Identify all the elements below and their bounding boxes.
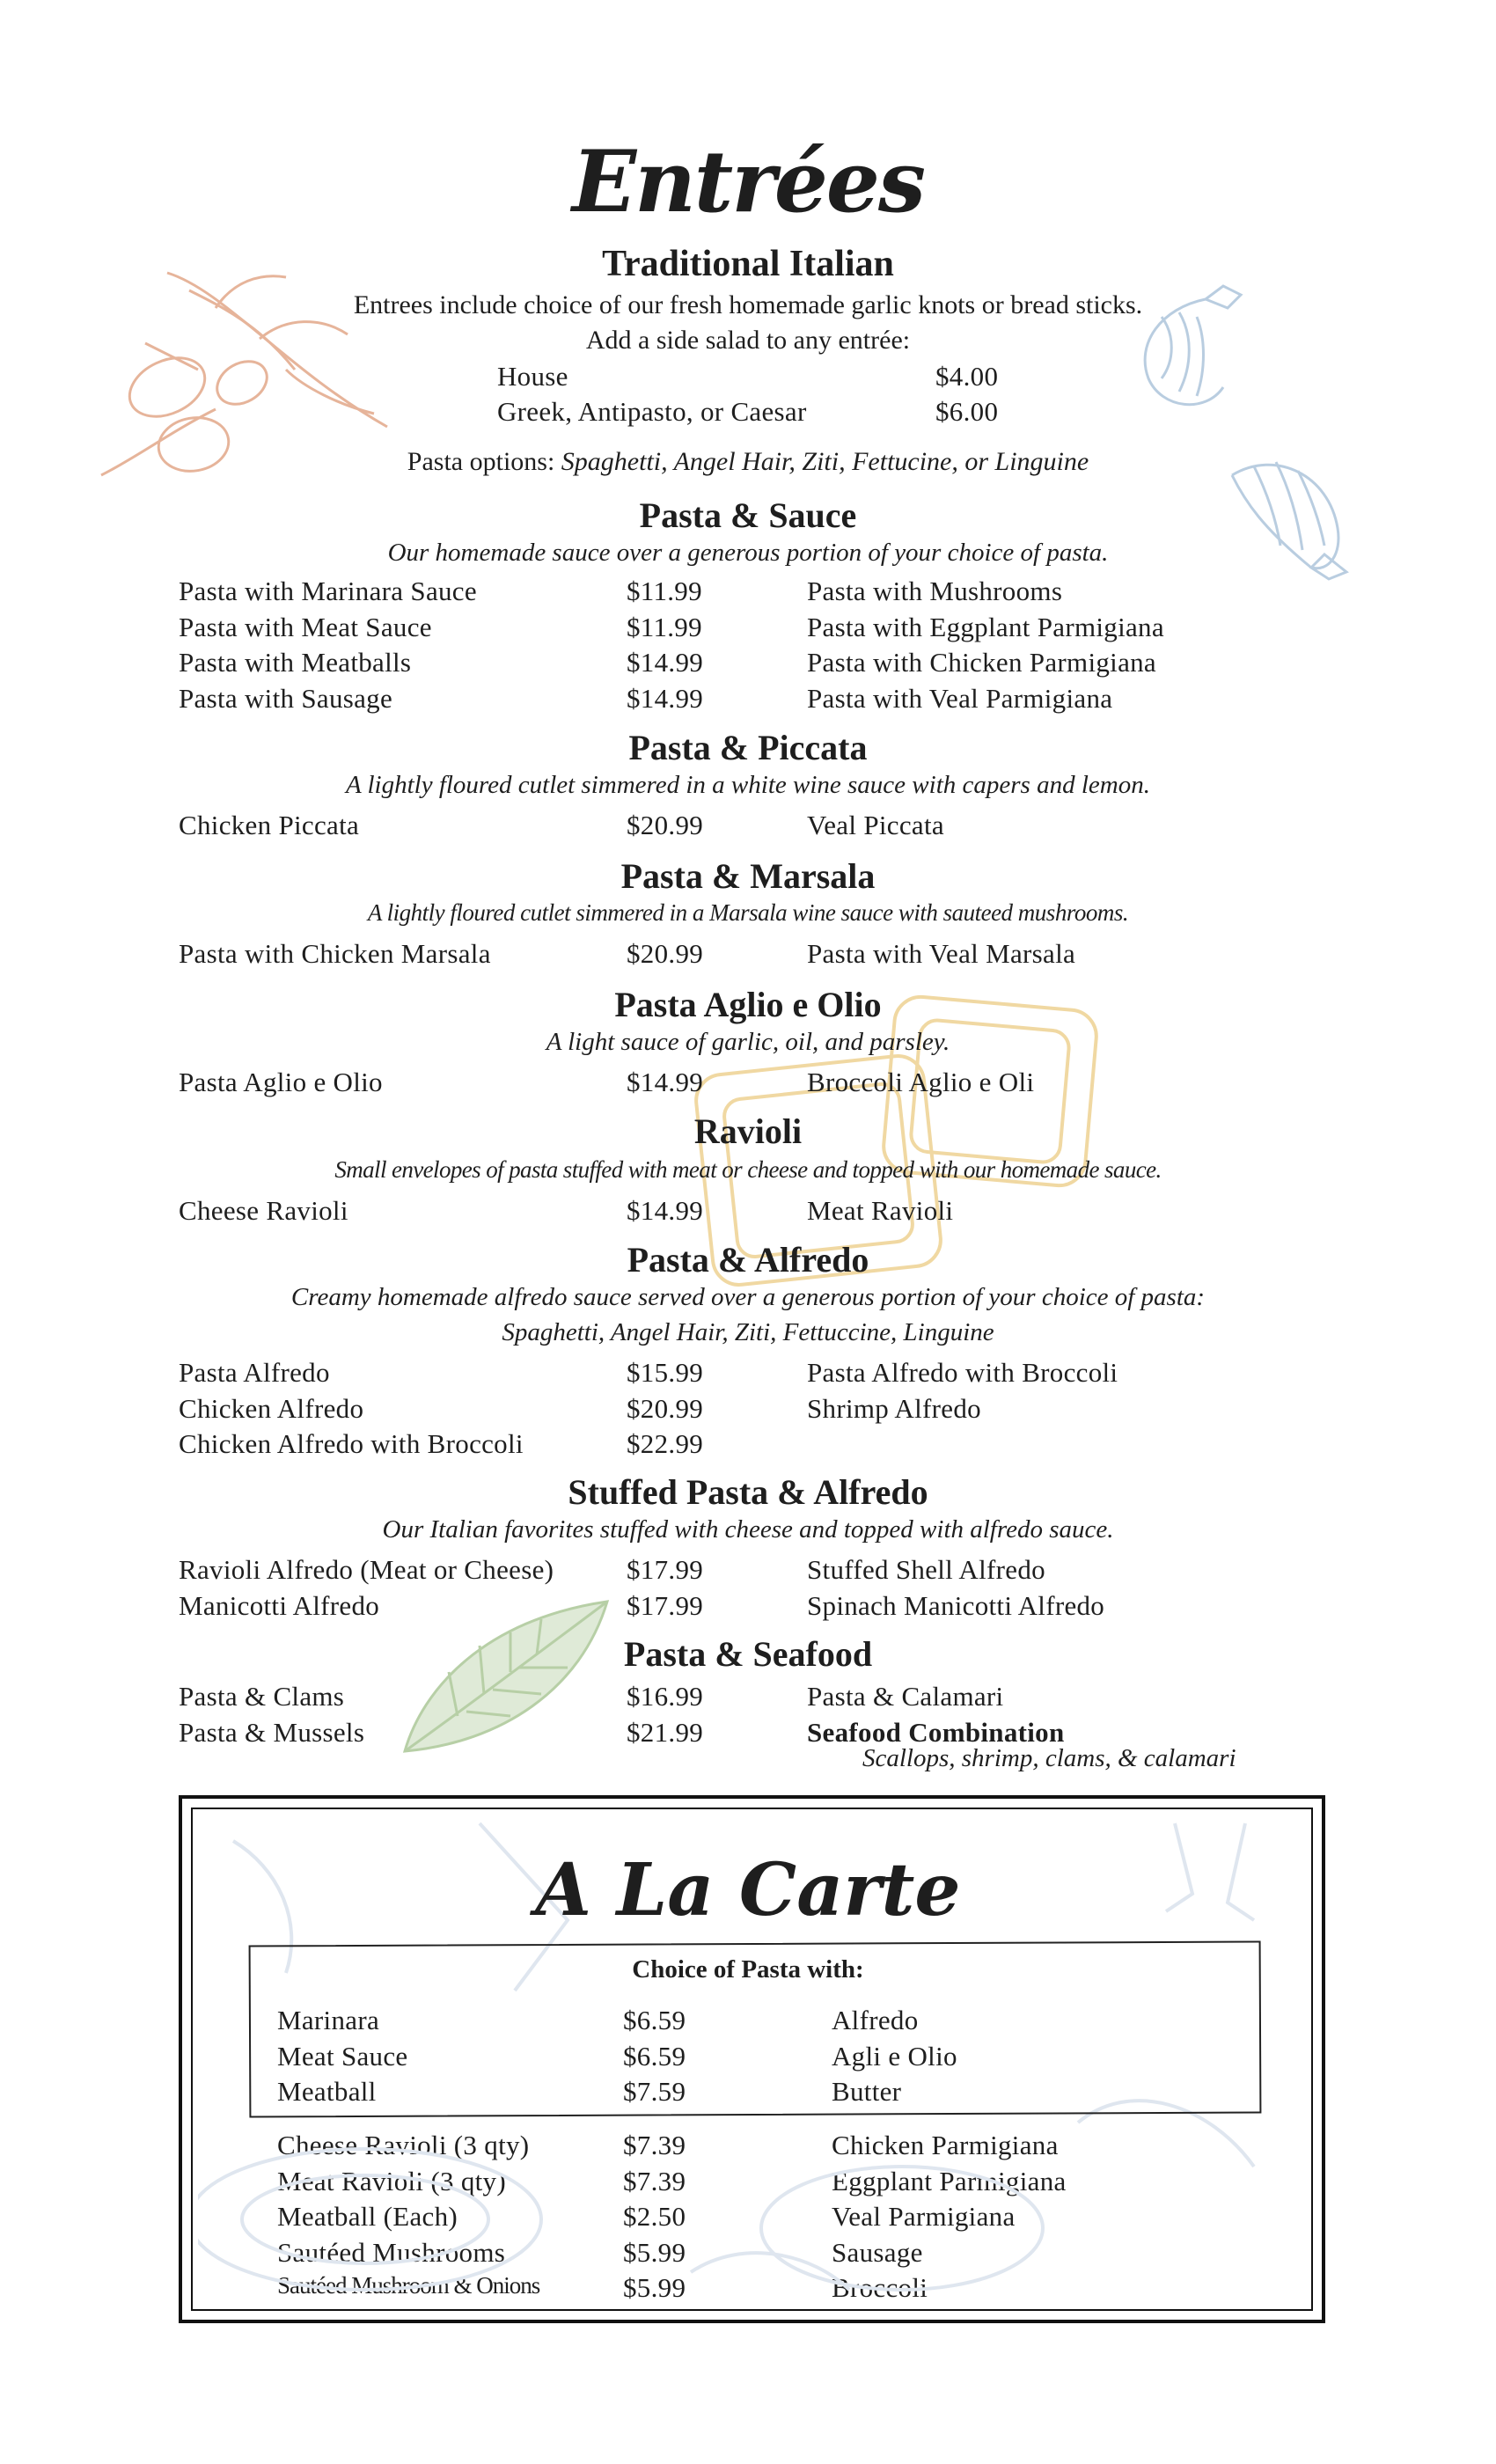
item-name: Broccoli xyxy=(832,2272,928,2303)
item-name: Meatball xyxy=(277,2076,377,2107)
section-desc-aglio: A light sauce of garlic, oil, and parsley. xyxy=(546,1028,950,1056)
item-name: Chicken Alfredo xyxy=(179,1392,364,1424)
item-name: Sautéed Mushrooms xyxy=(277,2236,506,2268)
item-price: $20.99 xyxy=(627,810,704,840)
pasta-options xyxy=(0,447,1496,477)
item-name: Pasta & Clams xyxy=(179,1681,345,1712)
item-name: Pasta with Chicken Parmigiana xyxy=(807,647,1156,678)
entrees-title: Entrées xyxy=(571,132,925,231)
item-name: Cheese Ravioli xyxy=(179,1195,348,1226)
item-name: Agli e Olio xyxy=(832,2040,957,2072)
item-name: Pasta & Calamari xyxy=(807,1681,1004,1712)
salad-price: $4.00 xyxy=(935,361,999,392)
item-name: Pasta Aglio e Olio xyxy=(179,1067,383,1097)
item-name: Ravioli Alfredo (Meat or Cheese) xyxy=(179,1554,554,1585)
item-name: Manicotti Alfredo xyxy=(179,1589,380,1621)
section-title-marsala: Pasta & Marsala xyxy=(620,856,876,896)
item-price: $21.99 xyxy=(627,1716,704,1748)
item-name: Pasta & Mussels xyxy=(179,1716,365,1748)
item-name: Meat Sauce xyxy=(277,2040,408,2072)
item-name: Pasta with Marinara Sauce xyxy=(179,576,477,606)
item-name: Eggplant Parmigiana xyxy=(832,2165,1067,2196)
salad-price: $6.00 xyxy=(935,396,999,427)
section-desc-stuffed: Our Italian favorites stuffed with cheese and topped with alfredo sauce. xyxy=(382,1515,1114,1544)
section-desc-sauce: Our homemade sauce over a generous portion of your choice of pasta. xyxy=(387,539,1109,567)
section-title-stuffed: Stuffed Pasta & Alfredo xyxy=(568,1472,928,1512)
item-price: $7.39 xyxy=(623,2130,686,2160)
item-price: $11.99 xyxy=(627,611,702,642)
item-price: $6.59 xyxy=(623,2040,686,2072)
item-price: $5.99 xyxy=(623,2236,686,2268)
item-name: Veal Piccata xyxy=(807,810,944,840)
item-price: $5.99 xyxy=(623,2272,686,2303)
item-name: Stuffed Shell Alfredo xyxy=(807,1554,1045,1585)
item-price: $7.39 xyxy=(623,2165,686,2196)
item-price: $6.59 xyxy=(623,2005,686,2035)
item-name: Meatball (Each) xyxy=(277,2201,458,2232)
seafood-combo-note: Scallops, shrimp, clams, & calamari xyxy=(862,1744,1236,1772)
section-desc-marsala: A lightly floured cutlet simmered in a Marsala wine sauce with sauteed mushrooms. xyxy=(367,899,1129,926)
item-name: Cheese Ravioli (3 qty) xyxy=(277,2130,530,2160)
item-price: $15.99 xyxy=(627,1357,704,1388)
item-price: $20.99 xyxy=(627,1392,704,1424)
item-price: $14.99 xyxy=(627,1195,704,1226)
item-name: Pasta with Mushrooms xyxy=(807,576,1063,606)
item-name: Meat Ravioli (3 qty) xyxy=(277,2165,506,2196)
section-desc-alfredo-pastas: Spaghetti, Angel Hair, Ziti, Fettuccine, Linguine xyxy=(502,1318,994,1346)
section-title-aglio: Pasta Aglio e Olio xyxy=(614,985,882,1024)
item-price: $2.50 xyxy=(623,2201,686,2232)
item-name: Sautéed Mushroom & Onions xyxy=(277,2272,540,2299)
item-name: Chicken Piccata xyxy=(179,810,360,840)
item-name: Pasta with Veal Marsala xyxy=(807,938,1076,969)
item-name: Pasta with Veal Parmigiana xyxy=(807,682,1113,714)
item-name: Alfredo xyxy=(832,2005,919,2035)
traditional-italian-heading: Traditional Italian xyxy=(602,244,894,284)
item-price: $17.99 xyxy=(627,1554,704,1585)
item-name: Sausage xyxy=(832,2236,923,2268)
section-desc-alfredo: Creamy homemade alfredo sauce served over a generous portion of your choice of pasta: xyxy=(290,1283,1206,1311)
item-name: Pasta with Meat Sauce xyxy=(179,611,432,642)
salad-name: Greek, Antipasto, or Caesar xyxy=(497,396,807,427)
item-price: $22.99 xyxy=(627,1428,704,1459)
item-name: Spinach Manicotti Alfredo xyxy=(807,1589,1105,1621)
item-name: Butter xyxy=(832,2076,902,2107)
entrees-intro: Entrees include choice of our fresh homemade garlic knots or bread sticks. xyxy=(353,290,1143,319)
item-price: $11.99 xyxy=(627,576,702,606)
item-name: Broccoli Aglio e Oli xyxy=(807,1067,1035,1097)
item-name: Chicken Parmigiana xyxy=(832,2130,1059,2160)
item-price: $17.99 xyxy=(627,1589,704,1621)
item-name: Chicken Alfredo with Broccoli xyxy=(179,1428,524,1459)
alacarte-title: A La Carte xyxy=(535,1848,961,1932)
item-name: Meat Ravioli xyxy=(807,1195,954,1226)
pasta-options-label: Pasta options: xyxy=(407,447,561,476)
item-name: Pasta Alfredo with Broccoli xyxy=(807,1357,1118,1388)
item-price: $14.99 xyxy=(627,682,704,714)
section-title-alfredo: Pasta & Alfredo xyxy=(627,1240,869,1280)
section-title-piccata: Pasta & Piccata xyxy=(628,728,868,767)
item-name: Pasta with Sausage xyxy=(179,682,393,714)
choice-of-pasta-label: Choice of Pasta with: xyxy=(632,1955,864,1984)
item-name: Marinara xyxy=(277,2005,380,2035)
pasta-options-list: Spaghetti, Angel Hair, Ziti, Fettucine, or Linguine xyxy=(561,447,1089,476)
item-name: Seafood Combination xyxy=(807,1716,1065,1748)
item-price: $7.59 xyxy=(623,2076,686,2107)
section-desc-piccata: A lightly floured cutlet simmered in a white wine sauce with capers and lemon. xyxy=(346,771,1150,799)
section-title-seafood: Pasta & Seafood xyxy=(623,1634,873,1674)
item-price: $14.99 xyxy=(627,1067,704,1097)
item-price: $16.99 xyxy=(627,1681,704,1712)
item-price: $20.99 xyxy=(627,938,704,969)
side-salad-intro: Add a side salad to any entrée: xyxy=(585,326,911,355)
salad-name: House xyxy=(497,361,568,392)
item-name: Veal Parmigiana xyxy=(832,2201,1016,2232)
section-title-sauce: Pasta & Sauce xyxy=(639,495,857,535)
item-name: Shrimp Alfredo xyxy=(807,1392,981,1424)
item-name: Pasta with Eggplant Parmigiana xyxy=(807,611,1164,642)
item-price: $14.99 xyxy=(627,647,704,678)
item-name: Pasta Alfredo xyxy=(179,1357,330,1388)
item-name: Pasta with Meatballs xyxy=(179,647,412,678)
item-name: Pasta with Chicken Marsala xyxy=(179,938,491,969)
section-desc-ravioli: Small envelopes of pasta stuffed with meat or cheese and topped with our homemade sauce. xyxy=(334,1156,1162,1183)
section-title-ravioli: Ravioli xyxy=(693,1111,803,1151)
